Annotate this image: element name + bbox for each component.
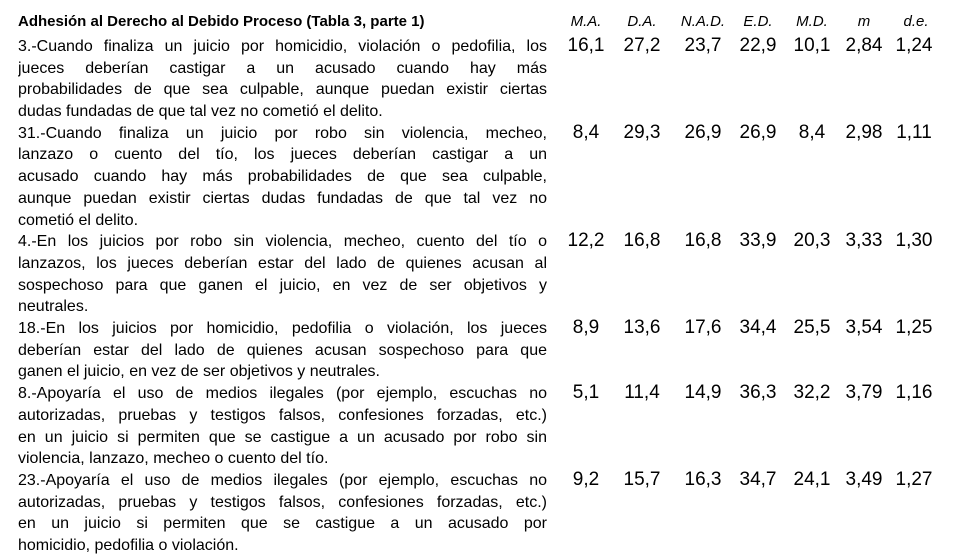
cell-mean: 2,98 [845, 121, 883, 143]
item-text-line: ganen el juicio, en vez de ser objetivos y neutrales. [18, 363, 380, 381]
cell-ma: 8,4 [572, 121, 600, 143]
cell-ma: 9,2 [572, 469, 600, 490]
cell-nad: 14,9 [684, 382, 722, 404]
item-text-line: 8.-Apoyaría el uso de medios ilegales (por ejemplo, escuchas no [18, 385, 547, 403]
cell-ed: 36,3 [739, 382, 777, 404]
cell-ed: 34,7 [739, 469, 777, 490]
item-text-line: 23.-Apoyaría el uso de medios ilegales (por ejemplo, escuchas no [18, 472, 547, 489]
item-text-line: neutrales. [18, 298, 89, 316]
item-text-line: aunque puedan existir ciertas dudas fundadas de que tal vez no [18, 189, 547, 207]
cell-ma: 5,1 [572, 382, 600, 404]
cell-md: 8,4 [798, 121, 826, 143]
cell-nad: 17,6 [684, 317, 722, 339]
cell-sd: 1,16 [895, 382, 933, 404]
cell-da: 13,6 [623, 317, 661, 339]
table-row [18, 231, 547, 318]
cell-md: 25,5 [793, 317, 831, 339]
column-header-ed: E.D. [743, 13, 773, 30]
cell-ma: 12,2 [567, 230, 605, 252]
column-header-ma: M.A. [570, 13, 602, 30]
item-text-line: lanzazo o cuento del tío, los jueces deberían castigar a un [18, 146, 547, 164]
cell-md: 10,1 [793, 35, 831, 56]
item-text-line: probabilidades de que sea culpable, aunque puedan existir ciertas [18, 81, 547, 99]
item-text-line: dudas fundadas de que tal vez no cometió el delito. [18, 103, 383, 121]
table-row [18, 383, 547, 470]
cell-sd: 1,25 [895, 317, 933, 339]
item-text-line: violencia, lanzazo, mecheo o cuento del tío. [18, 450, 329, 468]
column-header-nad: N.A.D. [680, 13, 726, 30]
column-header-da: D.A. [627, 13, 657, 30]
cell-da: 29,3 [623, 121, 661, 143]
cell-da: 27,2 [623, 35, 661, 56]
cell-md: 32,2 [793, 382, 831, 404]
cell-ma: 16,1 [567, 35, 605, 56]
item-text-line: deberían estar del lado de quienes acusan sospechoso para que [18, 341, 547, 359]
cell-nad: 16,8 [684, 230, 722, 252]
cell-md: 24,1 [793, 469, 831, 490]
table-title: Adhesión al Derecho al Debido Proceso (Tabla 3, parte 1) [18, 13, 425, 30]
cell-sd: 1,24 [895, 35, 933, 56]
item-text-line: 4.-En los juicios por robo sin violencia, mecheo, cuento del tío o [18, 233, 547, 251]
cell-sd: 1,30 [895, 230, 933, 252]
cell-mean: 3,79 [845, 382, 883, 404]
item-text-line: en un juicio si permiten que se castigue a un acusado por [18, 515, 547, 533]
column-header-sd: d.e. [903, 13, 929, 30]
cell-mean: 3,49 [845, 469, 883, 490]
cell-mean: 2,84 [845, 35, 883, 56]
table-row [18, 123, 547, 231]
item-text-line: lanzazos, los jueces deberían estar del lado de quienes acusan al [18, 254, 547, 272]
table-row [18, 36, 547, 123]
cell-ed: 34,4 [739, 317, 777, 339]
cell-da: 16,8 [623, 230, 661, 252]
table-row [18, 318, 547, 383]
column-header-mean: m [857, 13, 871, 30]
cell-da: 11,4 [624, 382, 660, 404]
item-text-line: cometió el delito. [18, 211, 139, 229]
cell-nad: 16,3 [684, 469, 722, 490]
cell-da: 15,7 [623, 469, 661, 490]
item-text-line: 31.-Cuando finaliza un juicio por robo sin violencia, mecheo, [18, 124, 547, 142]
column-header-md: M.D. [796, 13, 828, 30]
item-text-line: 3.-Cuando finaliza un juicio por homicidio, violación o pedofilia, los [18, 38, 547, 55]
item-text-line: sospechoso para que ganen el juicio, en vez de ser objetivos y [18, 276, 547, 294]
cell-ma: 8,9 [572, 317, 600, 339]
table-row [18, 470, 547, 557]
cell-mean: 3,33 [845, 230, 883, 252]
cell-mean: 3,54 [845, 317, 883, 339]
cell-ed: 26,9 [739, 121, 777, 143]
cell-sd: 1,27 [895, 469, 933, 490]
cell-nad: 26,9 [684, 121, 722, 143]
item-text-line: autorizadas, pruebas y testigos falsos, confesiones forzadas, etc.) [18, 406, 547, 424]
item-text-line: jueces deberían castigar a un acusado cuando hay más [18, 59, 547, 77]
item-text-line: autorizadas, pruebas y testigos falsos, confesiones forzadas, etc.) [18, 493, 547, 511]
item-text-line: homicidio, pedofilia o violación. [18, 537, 239, 555]
cell-sd: 1,11 [896, 121, 932, 143]
cell-ed: 33,9 [739, 230, 777, 252]
cell-ed: 22,9 [739, 35, 777, 56]
cell-md: 20,3 [793, 230, 831, 252]
item-text-line: acusado cuando hay más probabilidades de que sea culpable, [18, 168, 547, 186]
cell-nad: 23,7 [684, 35, 722, 56]
item-text-line: en un juicio si permiten que se castigue a un acusado por robo sin [18, 428, 547, 446]
item-text-line: 18.-En los juicios por homicidio, pedofilia o violación, los jueces [18, 320, 547, 338]
